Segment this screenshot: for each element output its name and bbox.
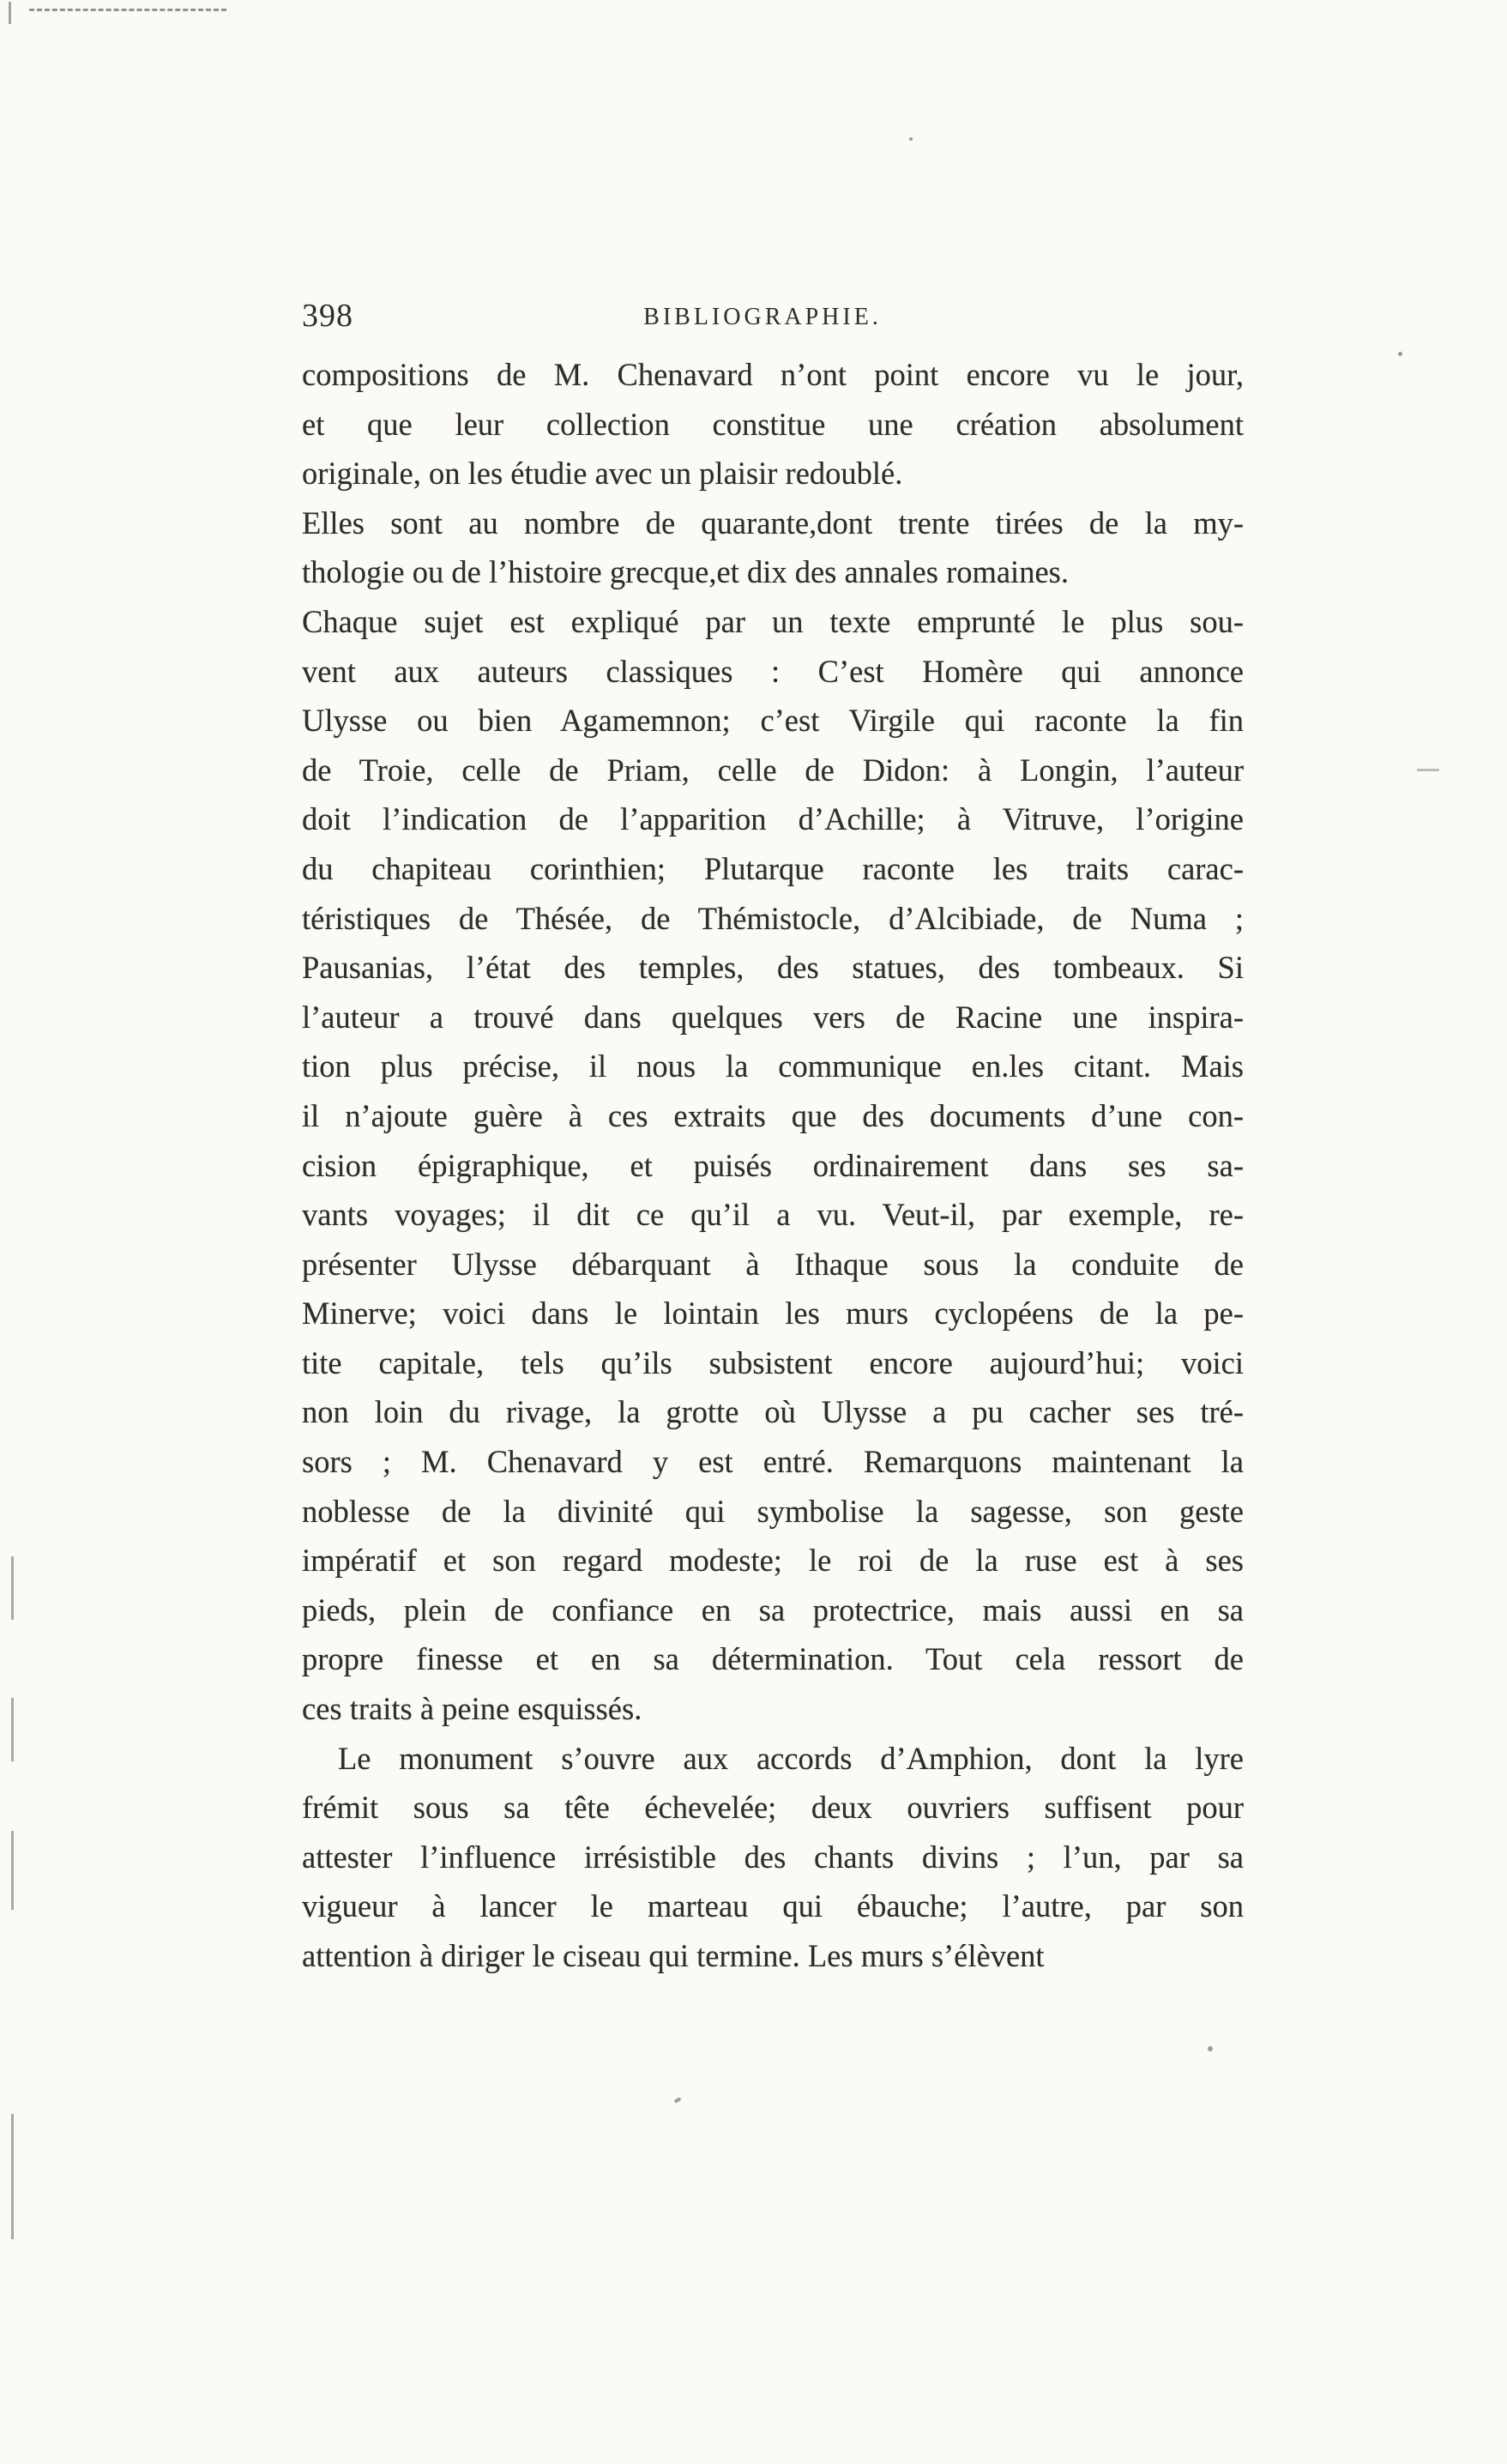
text-line: tite capitale, tels qu’ils subsistent encore aujourd’hui; voici	[302, 1344, 1244, 1380]
text-line: vants voyages; il dit ce qu’il a vu. Veut-il, par exemple, re-	[302, 1197, 1244, 1233]
page-header	[302, 297, 1244, 340]
text-line: présenter Ulysse débarquant à Ithaque sous la conduite de	[302, 1246, 1244, 1282]
text-line: du chapiteau corinthien; Plutarque raconte les traits carac-	[302, 850, 1244, 886]
scan-artifact-speck	[1398, 352, 1402, 356]
scan-artifact-edge-line	[11, 1831, 14, 1910]
text-line: il n’ajoute guère à ces extraits que des documents d’une con-	[302, 1097, 1244, 1133]
text-line: Minerve; voici dans le lointain les murs cyclopéens de la pe-	[302, 1295, 1244, 1332]
text-line: non loin du rivage, la grotte où Ulysse a pu cacher ses tré-	[302, 1394, 1244, 1430]
text-line: l’auteur a trouvé dans quelques vers de Racine une inspira-	[302, 999, 1244, 1035]
text-line: pieds, plein de confiance en sa protectrice, mais aussi en sa	[302, 1591, 1244, 1628]
text-line: attention à diriger le ciseau qui termine. Les murs s’élèvent	[302, 1938, 1045, 1973]
text-line: impératif et son regard modeste; le roi de la ruse est à ses	[302, 1543, 1244, 1579]
text-line: Chaque sujet est expliqué par un texte emprunté le plus sou-	[302, 603, 1244, 639]
text-line: thologie ou de l’histoire grecque,et dix des annales romaines.	[302, 554, 1069, 590]
text-line: noblesse de la divinité qui symbolise la sagesse, son geste	[302, 1493, 1244, 1529]
text-line: Ulysse ou bien Agamemnon; c’est Virgile qui raconte la fin	[302, 703, 1244, 739]
text-line: ces traits à peine esquissés.	[302, 1691, 642, 1727]
text-line: téristiques de Thésée, de Thémistocle, d’Alcibiade, de Numa ;	[302, 900, 1244, 936]
scan-artifact-corner-dashes	[29, 9, 226, 11]
text-line: frémit sous sa tête échevelée; deux ouvriers suffisent pour	[302, 1790, 1244, 1826]
text-line: tion plus précise, il nous la communique en.les citant. Mais	[302, 1048, 1244, 1084]
text-line: attester l’influence irrésistible des chants divins ; l’un, par sa	[302, 1839, 1244, 1875]
text-line: propre finesse et en sa détermination. Tout cela ressort de	[302, 1641, 1244, 1677]
scan-artifact-edge-line	[11, 2114, 14, 2239]
scan-artifact-edge-line	[11, 1698, 14, 1761]
text-line: originale, on les étudie avec un plaisir redoublé.	[302, 456, 903, 492]
scan-artifact-speck	[909, 137, 913, 141]
text-body	[302, 350, 1244, 1981]
scan-artifact-corner-tick	[9, 2, 11, 24]
text-line: sors ; M. Chenavard y est entré. Remarquons maintenant la	[302, 1444, 1244, 1480]
text-line: vigueur à lancer le marteau qui ébauche; l’autre, par son	[302, 1888, 1244, 1924]
text-line: compositions de M. Chenavard n’ont point encore vu le jour,	[302, 357, 1244, 392]
scan-artifact-edge-line	[11, 1556, 14, 1620]
text-line: Elles sont au nombre de quarante,dont trente tirées de la my-	[302, 504, 1244, 541]
text-line: doit l’indication de l’apparition d’Achille; à Vitruve, l’origine	[302, 801, 1244, 837]
scan-artifact-speck	[674, 2097, 682, 2103]
text-line: et que leur collection constitue une création absolument	[302, 406, 1244, 442]
text-line: de Troie, celle de Priam, celle de Didon: à Longin, l’auteur	[302, 752, 1244, 788]
scan-artifact-right-dash	[1417, 769, 1439, 771]
scan-artifact-speck	[1208, 2046, 1213, 2051]
text-line: Pausanias, l’état des temples, des statues, des tombeaux. Si	[302, 950, 1244, 986]
text-line: cision épigraphique, et puisés ordinairement dans ses sa-	[302, 1147, 1244, 1183]
page-number: 398	[302, 298, 353, 334]
text-line: Le monument s’ouvre aux accords d’Amphion, dont la lyre	[338, 1740, 1244, 1776]
running-title: BIBLIOGRAPHIE.	[643, 304, 882, 330]
text-line: vent aux auteurs classiques : C’est Homère qui annonce	[302, 653, 1244, 689]
